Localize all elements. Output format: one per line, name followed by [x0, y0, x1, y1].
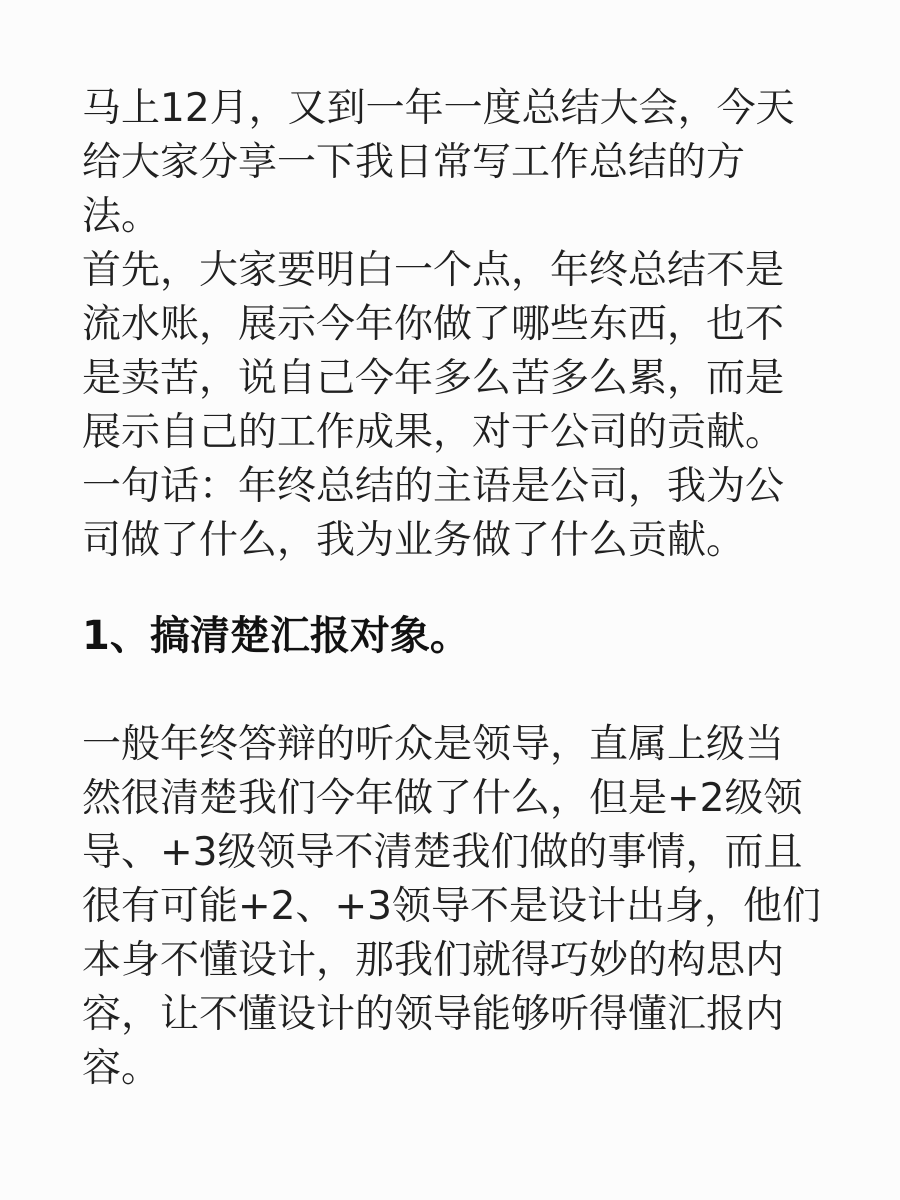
- text-line: 很有可能+2、+3领导不是设计出身，他们: [82, 884, 821, 929]
- section-heading: 1、搞清楚汇报对象。: [82, 613, 470, 659]
- text-line: 流水账，展示今年你做了哪些东西，也不: [82, 302, 785, 347]
- text-line: 司做了什么，我为业务做了什么贡献。: [82, 518, 746, 563]
- text-line: 是卖苦，说自己今年多么苦多么累，而是: [82, 356, 785, 401]
- key-point-paragraph: [82, 244, 784, 568]
- text-line: 给大家分享一下我日常写工作总结的方: [82, 140, 746, 185]
- text-line: 导、+3级领导不清楚我们做的事情，而且: [82, 830, 803, 875]
- section-body-paragraph: [82, 718, 821, 1096]
- text-line: 本身不懂设计，那我们就得巧妙的构思内: [82, 938, 785, 983]
- text-line: 然很清楚我们今年做了什么，但是+2级领: [82, 776, 803, 821]
- text-line: 首先，大家要明白一个点，年终总结不是: [82, 248, 785, 293]
- text-line: 法。: [82, 194, 161, 239]
- intro-paragraph: [82, 82, 795, 244]
- text-line: 展示自己的工作成果，对于公司的贡献。: [82, 410, 785, 455]
- text-line: 一般年终答辩的听众是领导，直属上级当: [82, 722, 785, 767]
- text-line: 容，让不懂设计的领导能够听得懂汇报内: [82, 992, 785, 1037]
- text-line: 一句话：年终总结的主语是公司，我为公: [82, 464, 785, 509]
- text-line: 容。: [82, 1046, 161, 1091]
- text-line: 马上12月，又到一年一度总结大会，今天: [82, 86, 795, 131]
